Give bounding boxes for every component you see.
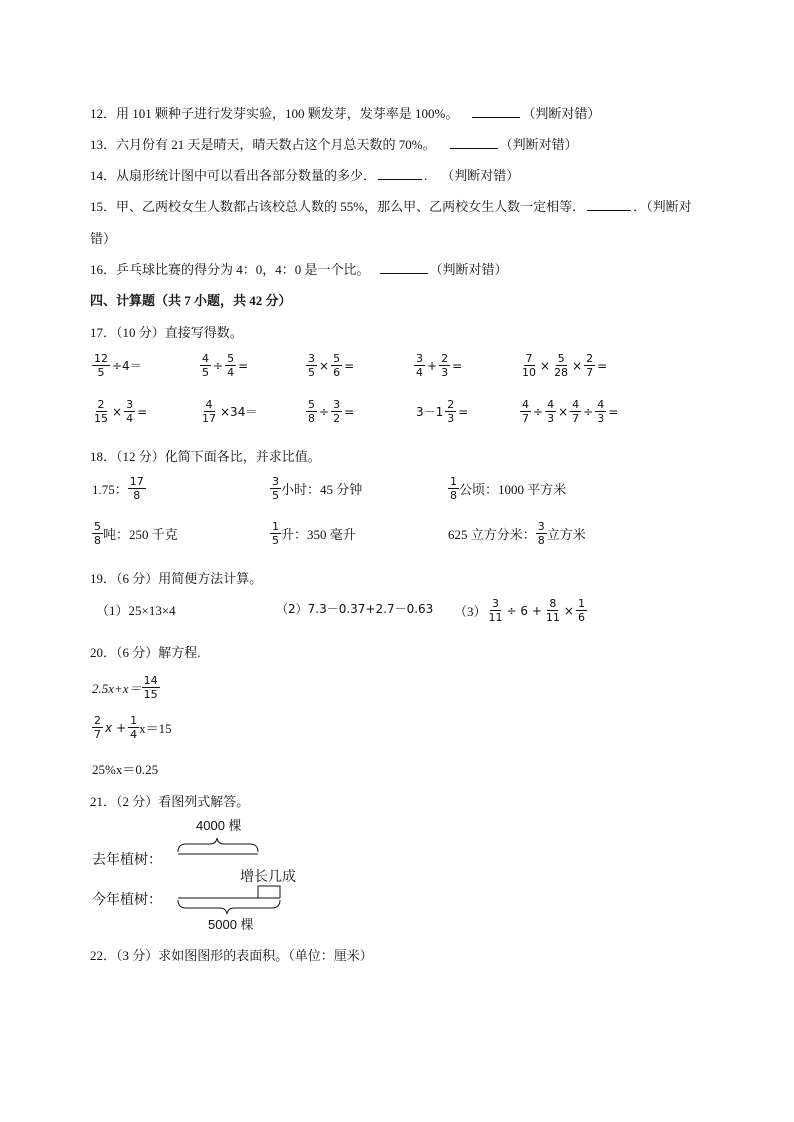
q17-item-e: $\frac{7}{10}$ × $\frac{5}{28}$ × $\frac{2}{7}$ = [522, 352, 608, 379]
q18-item-a: 1.75： $\frac{17}{8}$ [92, 475, 144, 502]
question-14: 14．从扇形统计图中可以看出各部分数量的多少． . （判断对错） [90, 168, 520, 183]
question-16: 16．乒乓球比赛的得分为 4：0，4：0 是一个比。 （判断对错） [90, 262, 508, 277]
q19-item-a: （1）25×13×4 [96, 603, 176, 618]
q20-item-b: $\frac{2}{7}$ x + $\frac{1}{4}$ x＝15 [94, 714, 172, 741]
label-growth: 增长几成 [240, 870, 296, 885]
q18-item-d: $\frac{5}{8}$ 吨：250 千克 [94, 520, 178, 547]
q17-item-g: $\frac{4}{17}$ ×34＝ [202, 398, 258, 425]
q20-item-c: 25%x＝0.25 [92, 762, 159, 777]
answer-blank-12[interactable] [472, 105, 520, 118]
question-20: 20．（6 分）解方程. [90, 645, 201, 660]
q17-item-j: $\frac{4}{7}$ ÷ $\frac{4}{3}$ × $\frac{4}{7}$ ÷ $\frac{4}{3}$ = [522, 398, 619, 425]
brace-top [178, 838, 258, 852]
question-18: 18．（12 分）化简下面各比，并求比值。 [90, 449, 321, 464]
label-5000: 5000 棵 [208, 917, 254, 932]
question-21: 21．（2 分）看图列式解答。 [90, 794, 250, 809]
q18-item-c: $\frac{1}{8}$ 公顷：1000 平方米 [450, 475, 567, 502]
q17-item-i: 3－1 $\frac{2}{3}$ = [416, 398, 469, 425]
q18-item-e: $\frac{1}{5}$ 升：350 毫升 [272, 520, 356, 547]
q17-item-h: $\frac{5}{8}$ ÷ $\frac{3}{2}$ = [308, 398, 355, 425]
q20-item-a: 2.5x+x＝ $\frac{14}{15}$ [92, 674, 158, 701]
q18-item-b: $\frac{3}{5}$ 小时：45 分钟 [272, 475, 363, 502]
q17-item-b: $\frac{4}{5}$ ÷ $\frac{5}{4}$ = [202, 352, 249, 379]
question-15-line2: 错） [90, 231, 117, 246]
q19-item-c: （3） $\frac{3}{11}$ ÷ 6 + $\frac{8}{11}$ × $\frac{1}{6}$ [454, 597, 585, 624]
question-22: 22．（3 分）求如图图形的表面积。（单位：厘米） [90, 948, 373, 963]
label-last-year: 去年植树： [92, 853, 162, 868]
question-15: 15．甲、乙两校女生人数都占该校总人数的 55%，那么甲、乙两校女生人数一定相等． ．（判断对 [90, 199, 692, 214]
q18-item-f: 625 立方分米： $\frac{3}{8}$ 立方米 [448, 520, 586, 547]
q17-item-a: $\frac{12}{5}$ ÷4＝ [94, 352, 142, 379]
q17-item-f: $\frac{2}{15}$ × $\frac{3}{4}$ = [94, 398, 148, 425]
label-this-year: 今年植树： [92, 893, 162, 908]
section-heading: 四、计算题（共 7 小题，共 42 分） [90, 293, 292, 308]
answer-blank-16[interactable] [380, 261, 428, 274]
q17-item-c: $\frac{3}{5}$ × $\frac{5}{6}$ = [308, 352, 355, 379]
growth-segment [258, 886, 280, 898]
brace-bottom [178, 900, 280, 914]
answer-blank-15[interactable] [587, 198, 631, 211]
q19-item-b: （2）7.3－0.37+2.7－0.63 [276, 602, 434, 616]
tree-diagram [170, 832, 300, 922]
question-17: 17．（10 分）直接写得数。 [90, 325, 243, 340]
question-13: 13．六月份有 21 天是晴天，晴天数占这个月总天数的 70%。 （判断对错） [90, 137, 578, 152]
q17-item-d: $\frac{3}{4}$ + $\frac{2}{3}$ = [416, 352, 463, 379]
question-19: 19．（6 分）用简便方法计算。 [90, 571, 263, 586]
label-4000: 4000 棵 [196, 818, 242, 833]
question-12: 12．用 101 颗种子进行发芽实验，100 颗发芽，发芽率是 100%。 （判断对错） [90, 106, 601, 121]
answer-blank-13[interactable] [450, 136, 498, 149]
answer-blank-14[interactable] [378, 167, 422, 180]
